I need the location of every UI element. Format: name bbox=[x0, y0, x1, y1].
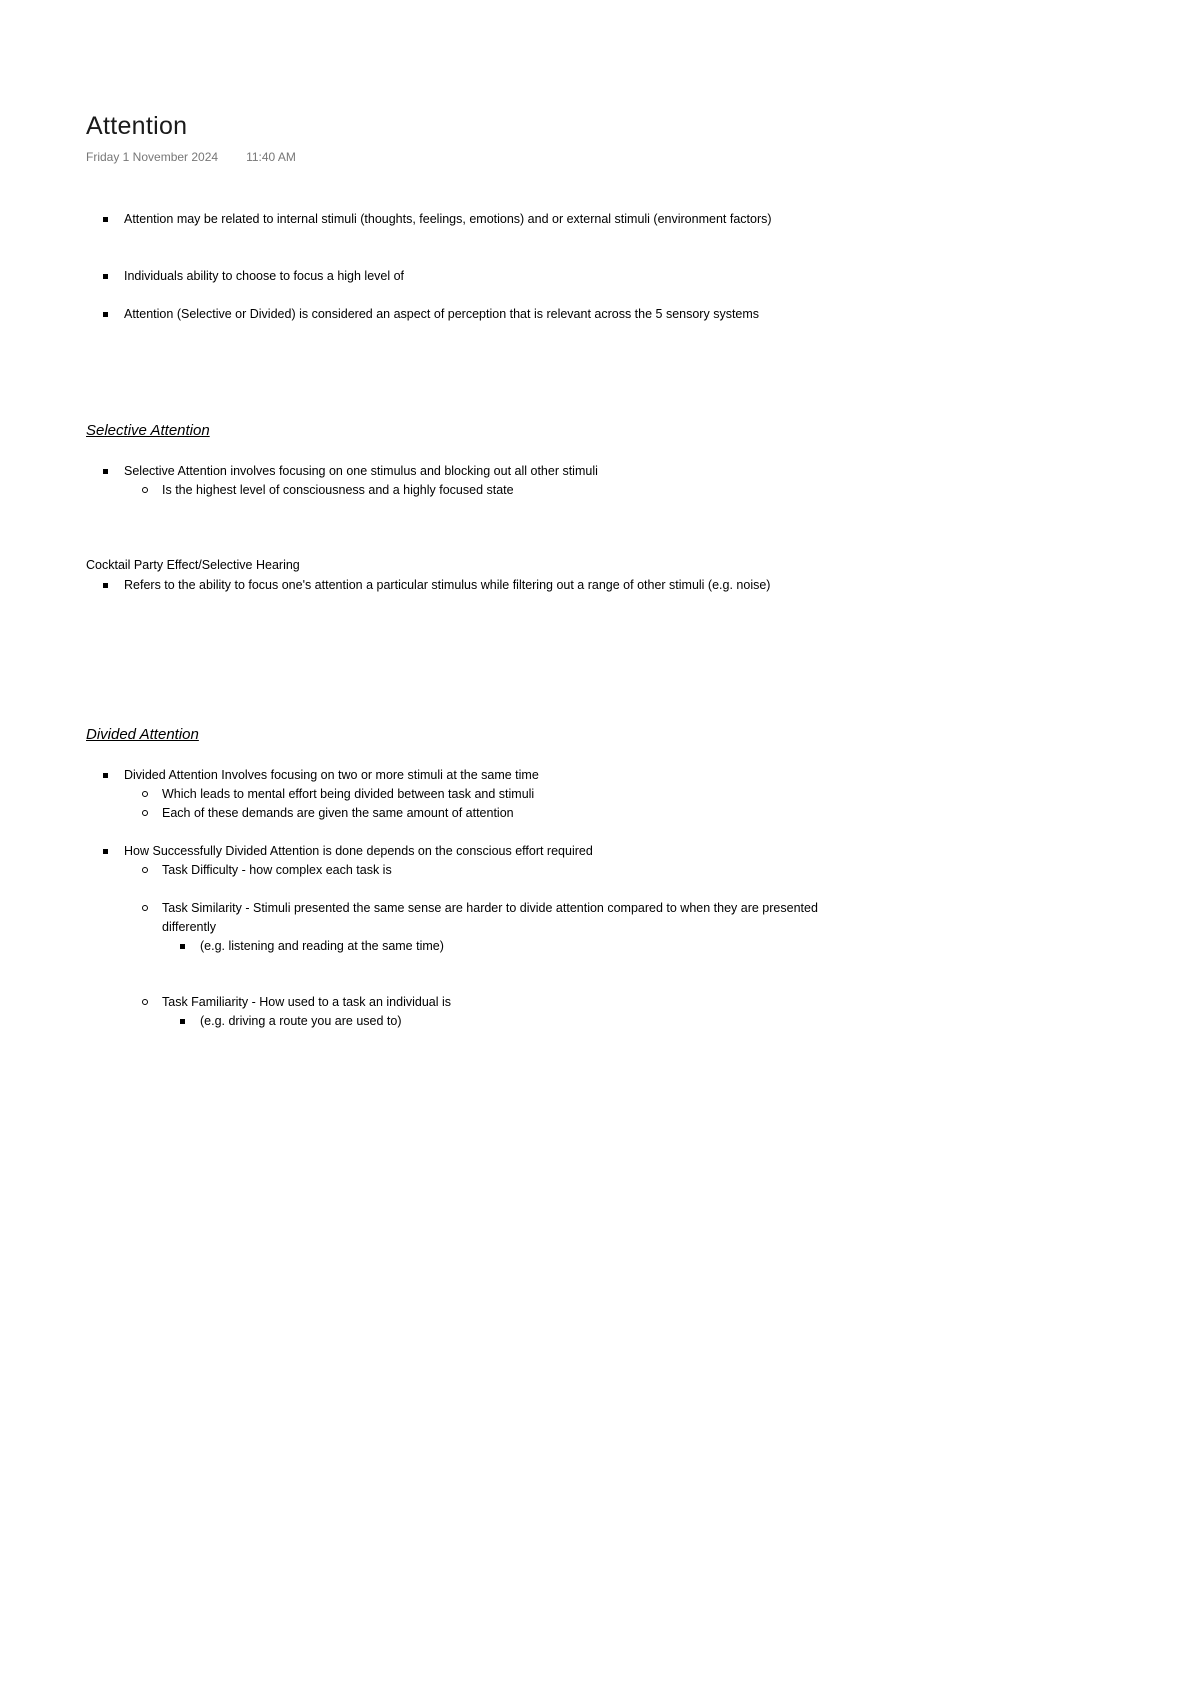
note-date: Friday 1 November 2024 bbox=[86, 150, 219, 164]
list-item: Task Familiarity - How used to a task an individual is bbox=[162, 993, 451, 1012]
list-item: Each of these demands are given the same amount of attention bbox=[162, 804, 514, 823]
list-item: (e.g. listening and reading at the same time) bbox=[200, 937, 444, 956]
subheading-cocktail-party-effect: Cocktail Party Effect/Selective Hearing bbox=[86, 558, 300, 572]
list-item: Which leads to mental effort being divided between task and stimuli bbox=[162, 785, 534, 804]
list-item: Is the highest level of consciousness and a highly focused state bbox=[162, 481, 514, 500]
section-heading-selective-attention: Selective Attention bbox=[86, 422, 210, 439]
list-item: Individuals ability to choose to focus a high level of bbox=[124, 267, 404, 286]
list-item: Attention may be related to internal stimuli (thoughts, feelings, emotions) and or external stimuli (environment factors) bbox=[124, 210, 844, 229]
list-item: Divided Attention Involves focusing on two or more stimuli at the same time bbox=[124, 766, 539, 785]
list-item: (e.g. driving a route you are used to) bbox=[200, 1012, 402, 1031]
list-item: Task Difficulty - how complex each task is bbox=[162, 861, 392, 880]
list-item: How Successfully Divided Attention is done depends on the conscious effort required bbox=[124, 842, 593, 861]
note-time: 11:40 AM bbox=[246, 150, 296, 164]
section-heading-divided-attention: Divided Attention bbox=[86, 726, 199, 743]
list-item: Task Similarity - Stimuli presented the same sense are harder to divide attention compared to when they are presented differently bbox=[162, 899, 842, 937]
list-item: Refers to the ability to focus one's attention a particular stimulus while filtering out a range of other stimuli (e.g. noise) bbox=[124, 576, 844, 595]
list-item: Selective Attention involves focusing on one stimulus and blocking out all other stimuli bbox=[124, 462, 598, 481]
note-timestamp bbox=[86, 150, 296, 164]
list-item: Attention (Selective or Divided) is considered an aspect of perception that is relevant across the 5 sensory systems bbox=[124, 305, 759, 324]
page-title: Attention bbox=[86, 112, 188, 140]
